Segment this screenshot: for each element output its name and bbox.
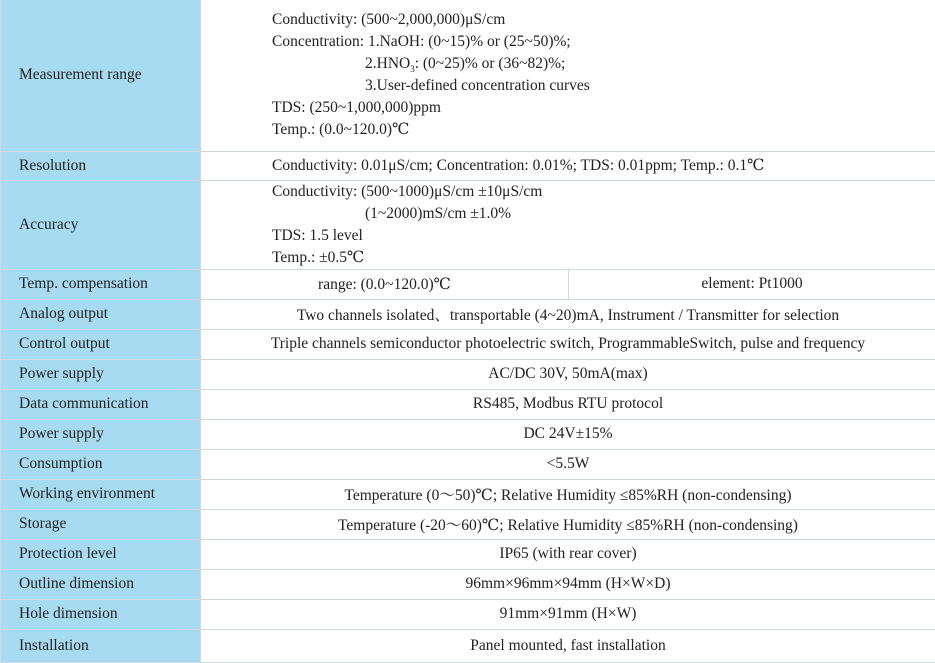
row-outline-dimension <box>1 569 935 599</box>
row-hole-dimension <box>1 599 935 629</box>
control-output-label: Control output <box>1 329 201 359</box>
protection-level-label: Protection level <box>1 539 201 569</box>
row-installation <box>1 629 935 662</box>
power-supply-label: Power supply <box>1 359 201 389</box>
installation-label: Installation <box>1 629 201 662</box>
working-environment-label: Working environment <box>1 479 201 509</box>
power-supply-value: AC/DC 30V, 50mA(max) <box>201 359 935 389</box>
row-data-communication <box>1 389 935 419</box>
data-communication-label: Data communication <box>1 389 201 419</box>
control-output-value: Triple channels semiconductor photoelectric switch, ProgrammableSwitch, pulse and frequency <box>201 329 935 359</box>
analog-output-label: Analog output <box>1 299 201 329</box>
analog-output-value: Two channels isolated、transportable (4~20)mA, Instrument / Transmitter for selection <box>201 299 935 329</box>
temp-compensation-element: element: Pt1000 <box>569 269 935 299</box>
storage-value: Temperature (-20～60)℃; Relative Humidity ≤85%RH (non-condensing) <box>201 509 935 539</box>
concentration-naoh: Concentration: 1.NaOH: (0~15)% or (25~50)%; <box>272 31 935 53</box>
temp-range: Temp.: (0.0~120.0)℃ <box>272 119 935 141</box>
row-control-output <box>1 329 935 359</box>
measurement-range-label: Measurement range <box>1 0 201 151</box>
working-environment-value: Temperature (0～50)℃; Relative Humidity ≤85%RH (non-condensing) <box>201 479 935 509</box>
accuracy-temp: Temp.: ±0.5℃ <box>272 247 935 269</box>
measurement-range-value <box>201 0 935 151</box>
accuracy-tds: TDS: 1.5 level <box>272 225 935 247</box>
accuracy-conductivity-high: (1~2000)mS/cm ±1.0% <box>272 203 935 225</box>
temp-compensation-label: Temp. compensation <box>1 269 201 299</box>
row-power-supply-dc <box>1 419 935 449</box>
hole-dimension-value: 91mm×91mm (H×W) <box>201 599 935 629</box>
row-temp-compensation <box>1 269 935 299</box>
consumption-label: Consumption <box>1 449 201 479</box>
row-storage <box>1 509 935 539</box>
accuracy-value <box>201 180 935 269</box>
row-measurement-range <box>1 0 935 151</box>
row-working-environment <box>1 479 935 509</box>
concentration-user-curves: 3.User-defined concentration curves <box>272 75 935 97</box>
row-analog-output <box>1 299 935 329</box>
protection-level-value: IP65 (with rear cover) <box>201 539 935 569</box>
outline-dimension-label: Outline dimension <box>1 569 201 599</box>
concentration-hno3: $2.HNO_3$: (0~25)% or (36~82)%; <box>272 53 935 75</box>
temp-compensation-range: range: (0.0~120.0)℃ <box>201 269 569 299</box>
row-consumption <box>1 449 935 479</box>
installation-value: Panel mounted, fast installation <box>201 629 935 662</box>
storage-label: Storage <box>1 509 201 539</box>
hole-dimension-label: Hole dimension <box>1 599 201 629</box>
outline-dimension-value: 96mm×96mm×94mm (H×W×D) <box>201 569 935 599</box>
power-supply-label: Power supply <box>1 419 201 449</box>
row-resolution <box>1 151 935 180</box>
row-accuracy <box>1 180 935 269</box>
tds-range: TDS: (250~1,000,000)ppm <box>272 97 935 119</box>
consumption-value: <5.5W <box>201 449 935 479</box>
row-power-supply-ac <box>1 359 935 389</box>
resolution-value: Conductivity: 0.01μS/cm; Concentration: 0.01%; TDS: 0.01ppm; Temp.: 0.1℃ <box>201 151 935 180</box>
accuracy-label: Accuracy <box>1 180 201 269</box>
row-protection-level <box>1 539 935 569</box>
conductivity-range: Conductivity: (500~2,000,000)μS/cm <box>272 9 935 31</box>
power-supply-value: DC 24V±15% <box>201 419 935 449</box>
data-communication-value: RS485, Modbus RTU protocol <box>201 389 935 419</box>
resolution-label: Resolution <box>1 151 201 180</box>
accuracy-conductivity-low: Conductivity: (500~1000)μS/cm ±10μS/cm <box>272 181 935 203</box>
